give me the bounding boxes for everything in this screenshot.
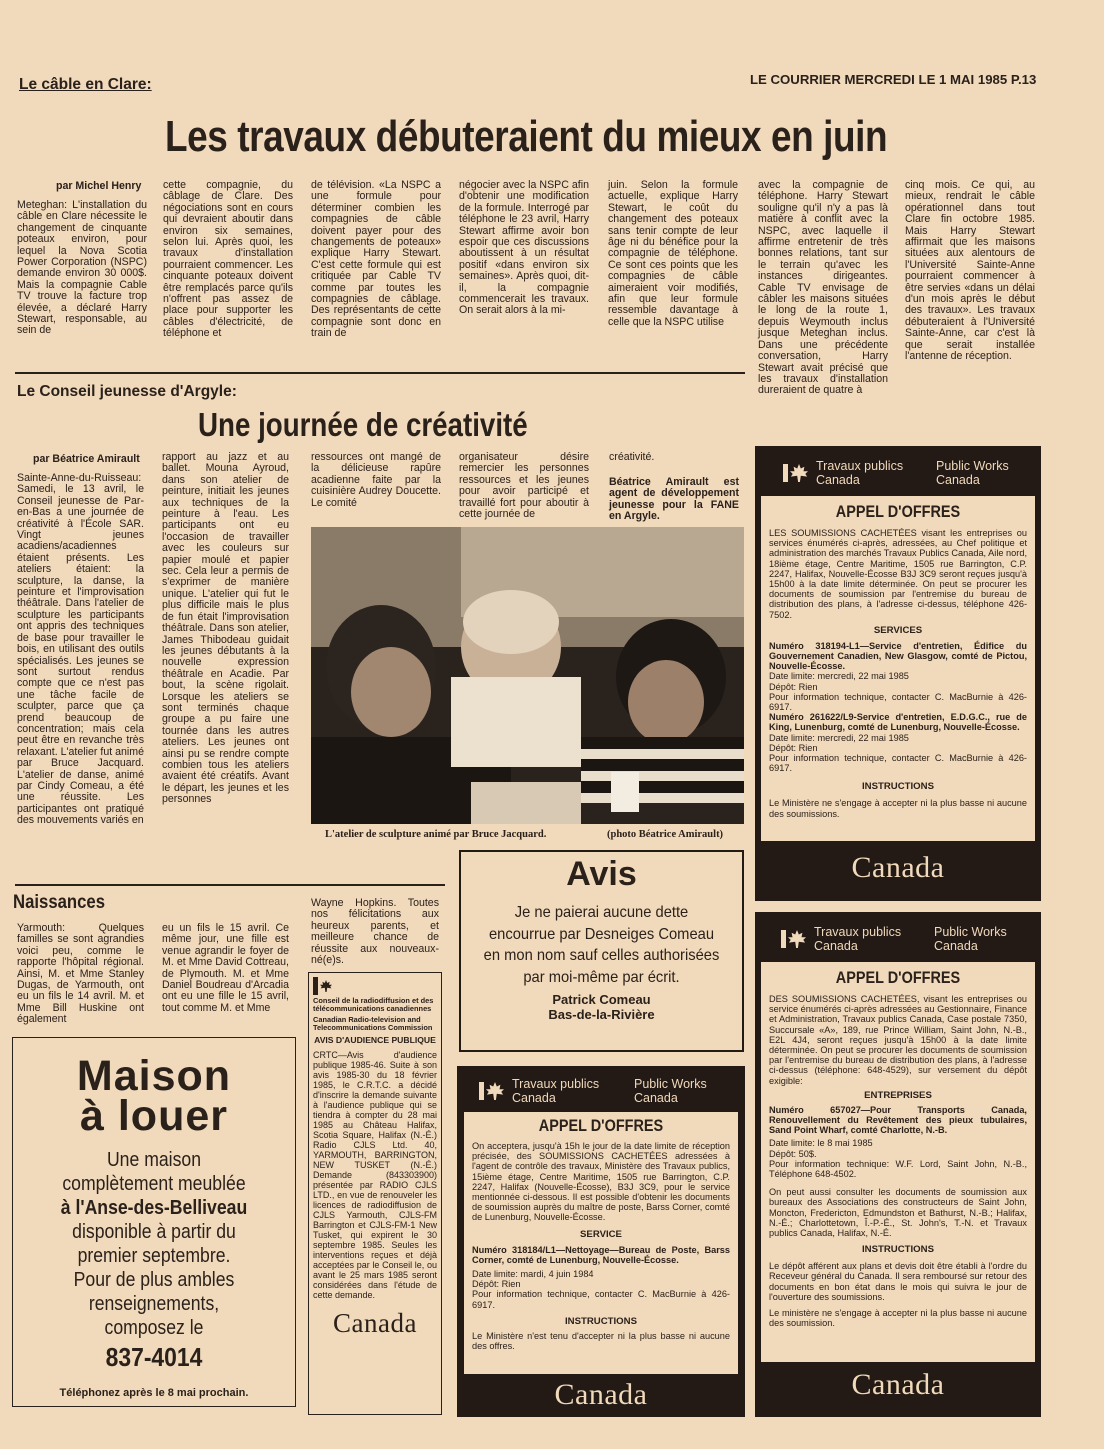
article1-col1: Meteghan: L'installation du câble en Clare nécessite le changement de cinquante poteaux environ, pour lequel la Nova Scotia Power Corporation (NSPC) demande environ 30 000$. Mais la compagnie Cable TV trouve la facture trop élevée, a déclaré Harry Stewart, responsable, au sein de: [17, 199, 147, 337]
crtc-notice: [308, 972, 442, 1415]
byline-article1: par Michel Henry: [56, 180, 142, 192]
article1-col5: juin. Selon la formule actuelle, explique Harry Stewart, le coût du changement des poteaux sans tenir compte de leur âge ni du bénéfice pour la compagnie de téléphone. Ce sont ces points que les compagnies de câble aimeraient voir modifiés, afin que leur formule ressemble davantage à celle que la NSPC utilise: [608, 179, 738, 328]
naissances-col2: eu un fils le 15 avril. Ce même jour, une fille est venue agrandir le foyer de M. et Mme David Cottreau, de Plymouth. M. et Mme Daniel Boudreau d'Arcadia ont eu une fille le 15 avril, tout comme M. et Mme: [162, 922, 289, 1014]
article1-col3: de télévision. «La NSPC a une formule pour déterminer combien les compagnies de câble doivent payer pour des changements de poteaux» explique Harry Stewart. C'est cette formule qui est critiquée par Cable TV comme par toutes les compagnies de câblage. Des représentants de cette compagnie sont donc en train de: [311, 179, 441, 340]
canada-flag-icon: [479, 1082, 512, 1100]
tender-ad-1: [755, 446, 1041, 901]
maison-phone: 837-4014: [105, 1342, 203, 1372]
maison-line: à l'Anse-des-Belliveau: [60, 1196, 248, 1219]
crtc-org-en: Canadian Radio-television and Telecommunications Commission: [313, 1015, 433, 1032]
naissances-title: Naissances: [13, 892, 106, 913]
divider: [15, 372, 745, 374]
maison-line: Une maison: [106, 1148, 202, 1171]
ad-instructions: Le dépôt afférent aux plans et devis doit être établi à l'ordre du Receveur général du Canada. Il sera remboursé sur retour des documents en bon état dans le mois qui suivra le jour de l'ouverture des soumissions.: [769, 1261, 1027, 1302]
maison-title-2: à louer: [80, 1092, 228, 1140]
maison-title-1: Maison: [76, 1052, 232, 1100]
avis-body: Je ne paierai aucune dette encourrue par Desneiges Comeau en mon nom sauf celles authorisées par moi-même par écrit.: [483, 904, 720, 986]
ad-title: APPEL D'OFFRES: [835, 502, 961, 521]
crtc-org-fr: Conseil de la radiodiffusion et des télécommunications canadiennes: [313, 996, 434, 1013]
maison-line: Pour de plus ambles: [73, 1268, 235, 1291]
divider: [15, 884, 445, 886]
ad-deadline: Date limite: le 8 mai 1985: [769, 1138, 873, 1149]
masthead: LE COURRIER MERCREDI LE 1 MAI 1985 P.13: [750, 72, 1037, 87]
ad-item: Numéro 657027—Pour Transports Canada, Renouvellement du Revêtement des pieux tubulaires, Sand Point Wharf, comté Charlotte, N.-B.: [769, 1104, 1027, 1136]
article2-col5a: créativité.: [609, 451, 655, 463]
avis-place: Bas-de-la-Rivière: [548, 1007, 655, 1022]
ad-title: APPEL D'OFFRES: [835, 968, 961, 987]
tender-ad-3: [457, 1066, 745, 1417]
ad-deposit: Dépôt: Rien: [769, 681, 818, 692]
ad-instructions: Le ministère ne s'engage à accepter ni la plus basse ni aucune des soumission.: [769, 1308, 1027, 1329]
canada-wordmark: Canada: [755, 1368, 1041, 1402]
canada-wordmark: Canada: [755, 851, 1041, 885]
ad-instructions-title: INSTRUCTIONS: [862, 1244, 934, 1256]
ad-instructions-title: INSTRUCTIONS: [862, 781, 934, 793]
canada-wordmark: Canada: [333, 1308, 417, 1338]
crtc-title: AVIS D'AUDIENCE PUBLIQUE: [314, 1035, 436, 1045]
article1-col6: avec la compagnie de téléphone. Harry Stewart souligne qu'il n'y a pas là matière à conflit avec la NSPC, avec laquelle il affirme entretenir de très bonnes relations, tant sur le terrain qu'avec les instances dirigeantes. Cable TV envisage de câbler les maisons situées le long de la route 1, depuis Weymouth inclus jusque Meteghan inclus. Dans une précédente conversation, Harry Stewart avait précisé que les travaux d'installation dureraient de quatre à: [758, 179, 888, 397]
article2-col2: rapport au jazz et au ballet. Mouna Ayroud, dans son atelier de peinture, initiait les jeunes aux techniques de la peinture à l'eau. Les participants ont eu l'occasion de travailler avec les couleurs sur papier moulé et papier sec. Cela leur a permis de s'exprimer de manière unique. L'atelier qui fut le plus difficile mais le plus de fun était l'improvisation théâtrale. Dans son atelier, James Thibodeau guidait les jeunes débutants à la nouvelle expression théâtrale en Acadie. Par bout, la scène rigolait. Lorsque les ateliers se sont terminés chaque groupe a pu faire une tournée dans les autres ateliers. Les jeunes ont ainsi pu se rendre compte combien tous les ateliers avaient été créatifs. Avant le départ, les jeunes et les personnes: [162, 451, 289, 806]
article2-col3: ressources ont mangé de la délicieuse rapûre acadienne faite par la cuisinière Audrey Doucette. Le comité: [311, 451, 441, 509]
ad-header: Travaux publics Canada Public Works Canada: [457, 1066, 745, 1112]
ad-section: ENTREPRISES: [864, 1089, 932, 1101]
section-kicker-argyle: Le Conseil jeunesse d'Argyle:: [17, 383, 237, 400]
ad-info: Pour information technique: W.F. Lord, Saint John, N.-B., Téléphone 648-4502.: [769, 1158, 1027, 1180]
maison-line: disponible à partir du: [72, 1220, 236, 1243]
ad-deposit: Dépôt: Rien: [472, 1279, 521, 1290]
ad-deposit: Dépôt: 50$.: [769, 1148, 817, 1159]
headline-article2: Une journée de créativité: [198, 406, 528, 443]
ad-info: Pour information technique, contacter C. MacBurnie à 426-6917.: [472, 1289, 730, 1310]
headline-article1: Les travaux débuteraient du mieux en juin: [165, 112, 888, 161]
byline-article2: par Béatrice Amirault: [33, 453, 140, 465]
ad-info: Pour information technique, contacter C. MacBurnie à 426-6917.: [769, 753, 1027, 774]
ad-instructions: Le Ministère ne s'engage à accepter ni la plus basse ni aucune des soumissions.: [769, 798, 1027, 819]
maison-footer: Téléphonez après le 8 mai prochain.: [59, 1387, 249, 1399]
ad-header: Travaux publics Canada Public Works Canada: [755, 912, 1041, 962]
ad-header: Travaux publics Canada Public Works Canada: [755, 446, 1041, 496]
naissances-col1: Yarmouth: Quelques familles se sont agrandies voici peu, comme le rapporte l'hôpital régional. Ainsi, M. et Mme Stanley Dugas, de Yarmouth, ont eu un fils le 14 avril. M. et Mme Bill Huskine ont également: [17, 922, 144, 1026]
canada-flag-icon: [313, 977, 437, 995]
ad-extra: On peut aussi consulter les documents de soumission aux bureaux des Associations des constructeurs de Saint John, Moncton, Fredericton, Edmundston et Bathurst, N.-B.; Halifax, N.-É.; Charlottetown, Î.-P.-É., St. John's, T.-N. et Travaux publics Canada, Halifax, N.-É.: [769, 1187, 1027, 1239]
naissances-col3: Wayne Hopkins. Toutes nos félicitations aux heureux parents, et meilleure chance de réussite aux nouveaux-né(e)s.: [311, 897, 439, 967]
canada-wordmark: Canada: [457, 1378, 745, 1412]
ad-item: Numéro 318184/L1—Nettoyage—Bureau de Poste, Barss Corner, comté de Lunenburg, Nouvelle-Écosse.: [472, 1244, 730, 1265]
ad-instructions: Le Ministère n'est tenu d'accepter ni la plus basse ni aucune des offres.: [472, 1330, 730, 1352]
avis-signature: Patrick Comeau: [552, 992, 651, 1007]
photo-credit: (photo Béatrice Amirault): [607, 829, 724, 840]
article2-col5b: Béatrice Amirault est agent de développement jeunesse pour la FANE en Argyle.: [609, 476, 739, 523]
crtc-body: CRTC—Avis d'audience publique 1985-46. Suite à son avis 1985-30 du 18 février 1985, le C.R.T.C. a décidé d'inscrire la demande suivante à l'audience publique qui se tiendra à compter du 28 mai 1985 au Château Halifax, Scotia Square, Halifax (N.-É.) Radio CJLS Ltd. 40, YARMOUTH, BARRINGTON, NEW TUSKET (N.-É.) Demande (843303900) présentée par RADIO CJLS LTD., en vue de renouveler les licences de radiodiffusion de CJLS Yarmouth, CJLS-FM Barrington et CJLS-FM-1 New Tusket, qui expirent le 30 septembre 1985. Seules les interventions reçues et déjà acceptées par le Conseil le, ou avant le 25 mars 1985 seront considérées dans l'étude de cette demande.: [313, 1050, 437, 1300]
ad-title: APPEL D'OFFRES: [538, 1116, 664, 1135]
canada-flag-icon: [781, 930, 814, 948]
maison-line: composez le: [104, 1316, 204, 1339]
ad-item: Numéro 261622/L9-Service d'entretien, E.D.G.C., rue de King, Lunenburg, comté de Lunenburg, Nouvelle-Écosse.: [769, 712, 1027, 733]
avis-notice: [459, 850, 744, 1052]
photo-caption: L'atelier de sculpture animé par Bruce Jacquard.: [325, 829, 547, 840]
workshop-photo: [311, 527, 744, 824]
article1-col2: cette compagnie, du câblage de Clare. Des négociations sont en cours qui devraient aboutir dans environ six semaines, selon lui. Après quoi, les travaux d'installation pourraient commencer. Les cinquante poteaux doivent être remplacés parce qu'ils n'offrent pas assez de place pour supporter les câbles d'électricité, de téléphone et: [163, 179, 293, 340]
article2-col4: organisateur désire remercier les personnes ressources et les jeunes pour avoir participé et travaillé fort pour aboutir à cette journée de: [459, 451, 589, 521]
article1-col4: négocier avec la NSPC afin d'obtenir une modification de la formule. Interrogé par téléphone le 23 avril, Harry Stewart affirme avoir bon espoir que ces discussions aboutissent à un résultat positif «dans environ six semaines». Après quoi, dit-il, la compagnie commencerait les travaux. On serait alors à la mi-: [459, 179, 589, 317]
maison-line: complètement meublée: [62, 1172, 246, 1195]
maison-line: renseignements,: [88, 1292, 220, 1315]
ad-instructions-title: INSTRUCTIONS: [565, 1315, 637, 1327]
ad-deadline: Date limite: mercredi, 22 mai 1985: [769, 732, 909, 743]
ad-section: SERVICE: [580, 1228, 622, 1240]
article2-col1: Sainte-Anne-du-Ruisseau: Samedi, le 13 avril, le Conseil jeunesse de Par-en-Bas a une journée de créativité à l'École SAR. Vingt jeunes acadiens/acadiennes étaient présents. Les ateliers étaient: la sculpture, la danse, la peinture et l'improvisation théâtrale. Dans l'atelier de sculpture les participants ont appris des techniques de base pour travailler le bois, en utilisant des outils spécialisés. Les jeunes se sont surtout rendus compte que ce n'est pas une tâche facile de sculpter, parce que ça prend beaucoup de concentration; mais cela peut être en revanche très relaxant. L'atelier fut animé par Bruce Jacquard. L'atelier de danse, animé par Cindy Comeau, a été une réussite. Les participantes ont pratiqué des mouvements variés en: [17, 472, 144, 827]
ad-deadline: Date limite: mercredi, 22 mai 1985: [769, 671, 909, 682]
ad-intro: On acceptera, jusqu'à 15h le jour de la date limite de réception précisée, des SOUMISSIONS CACHETÉES adressées à l'agent de contrôle des travaux, Ministère des Travaux publics, 15ième étage, Centre Maritime, 1505 rue Barrington, C.P. 2247, Halifax (Nouvelle-Écosse), B3J 3C9, pour le service mentionnée ci-dessous. Il est possible d'obtenir les documents de soumission auprès du maître de poste, Barss Corner, comté de Lunenburg, Nouvelle-Écosse.: [472, 1141, 730, 1223]
avis-title: Avis: [566, 855, 637, 893]
ad-section: SERVICES: [873, 624, 923, 636]
ad-deposit: Dépôt: Rien: [769, 742, 818, 753]
ad-info: Pour information technique, contacter C. MacBurnie à 426-6917.: [769, 691, 1027, 713]
tender-ad-2: [755, 912, 1041, 1417]
article1-col7: cinq mois. Ce qui, au mieux, rendrait le câble opérationnel dans tout Clare fin octobre 1985. Mais Harry Stewart affirmait que les maisons situées aux alentours de l'Université Sainte-Anne pourraient commencer à être servies «dans un délai d'un mois après le début des travaux». Les travaux débuteraient à l'Université Sainte-Anne, car c'est là que serait installée l'antenne de réception.: [905, 179, 1035, 363]
section-kicker: Le câble en Clare:: [19, 76, 152, 93]
maison-ad: [12, 1037, 296, 1407]
ad-intro: LES SOUMISSIONS CACHETÉES visant les entreprises ou services énumérés ci-après, adressées, au Chef politique et administration des marchés Travaux Publics Canada, Aile nord, 18ième étage, Centre Maritime, 1505 rue Barrington, C.P. 2247, Halifax, Nouvelle-Écosse B3J 3C9 seront reçues jusqu'à 15h00 à la date limite déterminée. On peut se procurer les documents de soumission par l'entremise du bureau de distribution des plans, à l'adresse ci-dessus, téléphone 426-7502.: [769, 528, 1027, 620]
ad-item: Numéro 318194-L1—Service d'entretien, Édifice du Gouvernement Canadien, New Glasgow, comté de Pictou, Nouvelle-Écosse.: [769, 640, 1027, 672]
ad-intro: DES SOUMISSIONS CACHETÉES, visant les entreprises ou service énumérés ci-après adressées au Gestionnaire, Finance et Administration, Travaux publics Canada, Case postale 7350, Succursale «A», 189, rue Prince William, Saint John, N.-B., E2L 4J4, seront reçues jusqu'à 15h00 à la date limite déterminée. On peut se procurer les documents de soumission par l'entremise du bureau de distribution des plans, à l'adresse ci-dessus (téléphone: 648-4529), sur versement du dépôt exigible:: [769, 994, 1027, 1086]
canada-flag-icon: [783, 464, 816, 482]
maison-line: premier septembre.: [77, 1244, 231, 1267]
ad-deadline: Date limite: mardi, 4 juin 1984: [472, 1269, 594, 1280]
